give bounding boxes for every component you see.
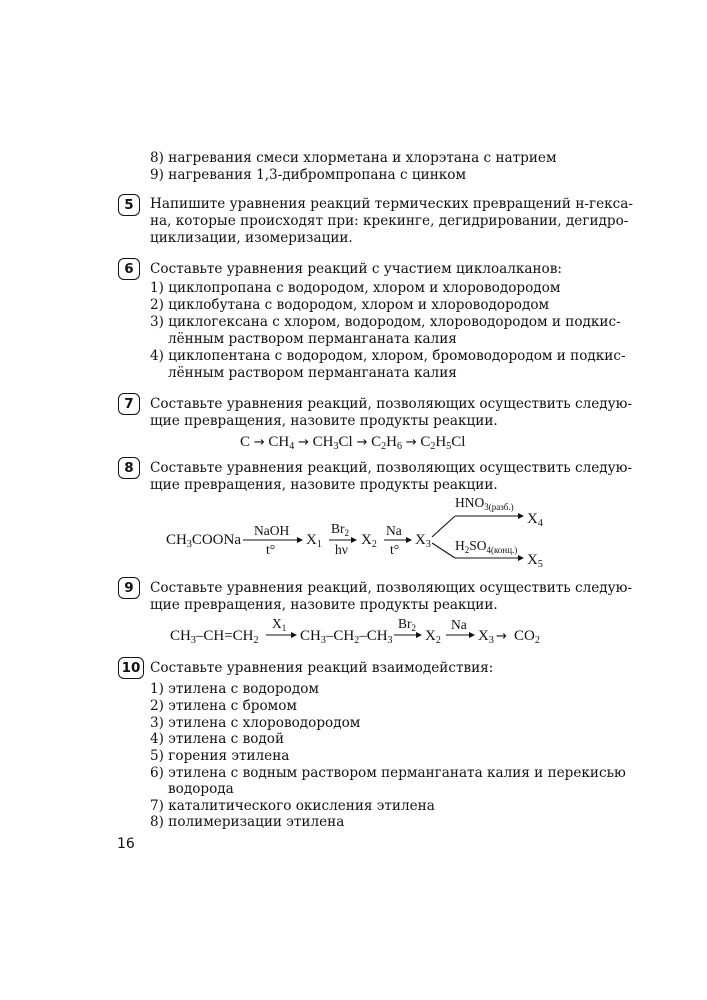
formula-propene: $CH_3-CH=CH_2$ [170, 628, 259, 646]
task-text: Составьте уравнения реакций с участием циклоалканов: [150, 261, 562, 277]
reagent-na: Na [451, 617, 467, 632]
task-text: Составьте уравнения реакций, позволяющих осуществить следую- [150, 396, 633, 412]
formula-ch3cl: $CH_3Cl$ [312, 434, 353, 452]
task-number-badge: 7 [118, 393, 140, 415]
list-item: 4) этилена с водой [150, 731, 285, 747]
arrow-icon: → [356, 435, 368, 450]
formula-c2h5cl: $C_2H_5Cl$ [420, 434, 466, 452]
task-text: Составьте уравнения реакций, позволяющих осуществить следую- [150, 580, 633, 596]
list-item: 7) каталитического окисления этилена [150, 798, 435, 814]
reagent-x1: $X_1$ [272, 616, 287, 633]
reagent-br2: $Br_2$ [398, 616, 416, 633]
task-number-badge: 10 [118, 657, 144, 679]
arrow-head-icon [469, 632, 475, 638]
reagent-hno3-dilute: $HNO_{3(разб.)}$ [455, 495, 514, 512]
arrow-icon: → [405, 435, 417, 450]
list-item: 9) нагревания 1,3-дибромпропана с цинком [150, 167, 467, 183]
list-item: 6) этилена с водным раствором перманганата калия и перекисью [150, 765, 626, 781]
reagent-na: Na [386, 523, 402, 538]
list-item: 5) горения этилена [150, 748, 290, 764]
reagent-naoh: NaOH [254, 523, 290, 538]
formula-x2: $X_2$ [425, 628, 441, 646]
task-text: Составьте уравнения реакций, позволяющих осуществить следую- [150, 460, 633, 476]
task-number-badge: 5 [118, 194, 140, 216]
task-text: щие превращения, назовите продукты реакции. [150, 597, 498, 613]
formula-x3: $X_3$ [415, 532, 431, 550]
list-item: 3) циклогексана с хлором, водородом, хлороводородом и подкис- [150, 314, 621, 330]
formula-ch3coona: $CH_3COONa$ [166, 532, 242, 550]
condition-light: hν [335, 542, 348, 557]
list-item: 1) этилена с водородом [150, 681, 319, 697]
arrow-icon: → [253, 435, 265, 450]
formula-c2h6: $C_2H_6$ [371, 434, 402, 452]
reagent-br2: $Br_2$ [331, 521, 349, 538]
arrow-icon: → [298, 435, 309, 450]
list-item: 3) этилена с хлороводородом [150, 715, 361, 731]
task-text: щие превращения, назовите продукты реакции. [150, 413, 498, 429]
arrow-head-icon [416, 632, 422, 638]
condition-temperature: t° [266, 542, 276, 557]
formula-co2: $CO_2$ [514, 628, 540, 646]
list-item: 1) циклопропана с водородом, хлором и хлороводородом [150, 280, 561, 296]
task-text: циклизации, изомеризации. [150, 230, 353, 246]
formula-x1: $X_1$ [306, 532, 322, 550]
formula-x3: $X_3$ [478, 628, 494, 646]
formula-c: C [240, 434, 251, 450]
formula-x2: $X_2$ [361, 532, 377, 550]
list-item: 8) полимеризации этилена [150, 814, 345, 830]
list-item: 2) этилена с бромом [150, 698, 297, 714]
task-number-badge: 8 [118, 457, 140, 479]
task-text: Составьте уравнения реакций взаимодействия: [150, 660, 494, 676]
list-item: 4) циклопентана с водородом, хлором, бромоводородом и подкис- [150, 348, 626, 364]
list-item: лённым раствором перманганата калия [168, 365, 457, 381]
list-item: водорода [168, 781, 234, 797]
reagent-h2so4-conc: $H_2SO_{4(конц.)}$ [455, 538, 518, 555]
formula-ch4: $CH_4$ [268, 434, 295, 452]
page-number: 16 [117, 836, 135, 852]
condition-temperature: t° [390, 542, 400, 557]
formula-propane: $CH_3-CH_2-CH_3$ [300, 628, 393, 646]
task-text: щие превращения, назовите продукты реакции. [150, 477, 498, 493]
arrow-head-icon [291, 632, 297, 638]
arrow-icon: → [496, 629, 507, 644]
list-item: 2) циклобутана с водородом, хлором и хлороводородом [150, 297, 550, 313]
task-text: на, которые происходят при: крекинге, дегидрировании, дегидро- [150, 213, 629, 229]
task-number-badge: 9 [118, 577, 140, 599]
formula-x5: $X_5$ [527, 552, 543, 570]
list-item: 8) нагревания смеси хлорметана и хлорэтана с натрием [150, 150, 557, 166]
task-text: Напишите уравнения реакций термических превращений н-гекса- [150, 196, 633, 212]
list-item: лённым раствором перманганата калия [168, 331, 457, 347]
task-number-badge: 6 [118, 258, 140, 280]
formula-x4: $X_4$ [527, 511, 543, 529]
